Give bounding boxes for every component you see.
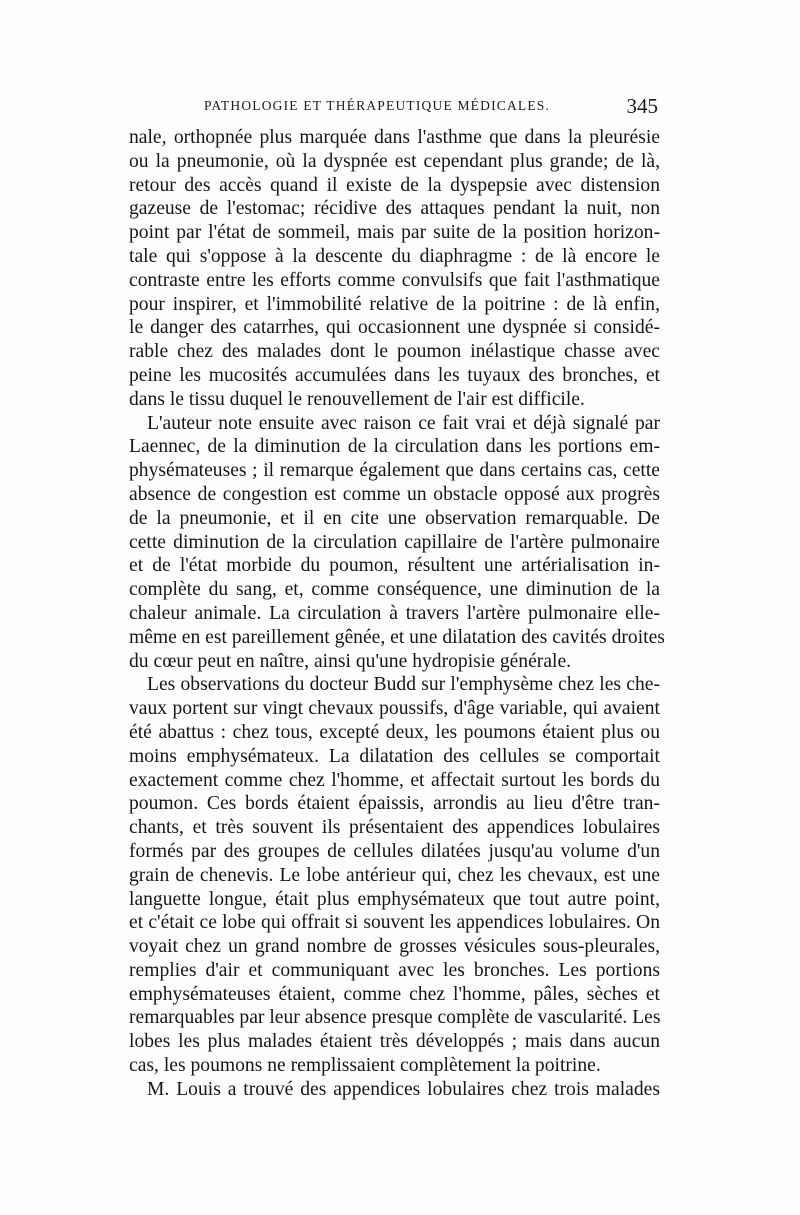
text-line: chaleur animale. La circulation à travers l'artère pulmonaire elle- xyxy=(129,602,660,624)
text-line: lobes les plus malades étaient très développés ; mais dans aucun xyxy=(129,1031,660,1053)
text-line: poumon. Ces bords étaient épaissis, arrondis au lieu d'être tran- xyxy=(129,793,660,815)
text-line: Les observations du docteur Budd sur l'emphysème chez les che- xyxy=(147,674,660,696)
text-line: tale qui s'oppose à la descente du diaphragme : de là encore le xyxy=(129,245,660,267)
text-line: ou la pneumonie, où la dyspnée est cependant plus grande; de là, xyxy=(129,150,660,172)
text-line: remarquables par leur absence presque complète de vascularité. Les xyxy=(129,1007,661,1029)
text-line: gazeuse de l'estomac; récidive des attaques pendant la nuit, non xyxy=(129,198,660,220)
running-head xyxy=(128,94,658,120)
text-line: le danger des catarrhes, qui occasionnent une dyspnée si considé- xyxy=(129,317,660,339)
text-line: formés par des groupes de cellules dilatées jusqu'au volume d'un xyxy=(129,840,660,862)
text-line: Laennec, de la diminution de la circulation dans les portions em- xyxy=(129,436,660,458)
body-text xyxy=(129,126,665,1102)
text-line: vaux portent sur vingt chevaux poussifs, d'âge variable, qui avaient xyxy=(129,698,660,720)
text-line: emphysémateuses étaient, comme chez l'homme, pâles, sèches et xyxy=(129,983,660,1005)
text-line: retour des accès quand il existe de la dyspepsie avec distension xyxy=(129,174,660,196)
text-line: cette diminution de la circulation capillaire de l'artère pulmonaire xyxy=(129,531,660,553)
text-line: M. Louis a trouvé des appendices lobulaires chez trois malades xyxy=(147,1078,660,1100)
text-line: été abattus : chez tous, excepté deux, les poumons étaient plus ou xyxy=(129,721,660,743)
text-line: rable chez des malades dont le poumon inélastique chasse avec xyxy=(129,341,660,363)
text-line: dans le tissu duquel le renouvellement de l'air est difficile. xyxy=(129,388,585,410)
text-line: du cœur peut en naître, ainsi qu'une hydropisie générale. xyxy=(129,650,572,672)
text-line: nale, orthopnée plus marquée dans l'asthme que dans la pleurésie xyxy=(129,127,660,148)
text-line: point par l'état de sommeil, mais par suite de la position horizon- xyxy=(129,222,660,244)
text-line: cas, les poumons ne remplissaient complètement la poitrine. xyxy=(129,1055,601,1077)
text-line: contraste entre les efforts comme convulsifs que fait l'asthmatique xyxy=(129,269,660,291)
page-number: 345 xyxy=(626,94,658,118)
text-line: de la pneumonie, et il en cite une observation remarquable. De xyxy=(129,507,660,529)
text-line: grain de chenevis. Le lobe antérieur qui, chez les chevaux, est une xyxy=(129,864,660,886)
text-line: chants, et très souvent ils présentaient des appendices lobulaires xyxy=(129,817,660,839)
text-line: et c'était ce lobe qui offrait si souvent les appendices lobulaires. On xyxy=(129,912,660,934)
text-line: complète du sang, et, comme conséquence, une diminution de la xyxy=(129,579,660,601)
text-line: moins emphysémateux. La dilatation des cellules se comportait xyxy=(129,745,660,767)
text-line: languette longue, était plus emphysémateux que tout autre point, xyxy=(129,888,660,910)
text-line: absence de congestion est comme un obstacle opposé aux progrès xyxy=(129,483,660,505)
text-line: L'auteur note ensuite avec raison ce fait vrai et déjà signalé par xyxy=(147,412,660,434)
text-line: voyait chez un grand nombre de grosses vésicules sous-pleurales, xyxy=(129,936,660,958)
text-line: remplies d'air et communiquant avec les bronches. Les portions xyxy=(129,959,660,981)
text-line: pour inspirer, et l'immobilité relative de la poitrine : de là enfin, xyxy=(129,293,660,315)
text-line: même en est pareillement gênée, et une dilatation des cavités droites xyxy=(129,626,665,648)
text-line: exactement comme chez l'homme, et affectait surtout les bords du xyxy=(129,769,660,791)
running-title: PATHOLOGIE ET THÉRAPEUTIQUE MÉDICALES. xyxy=(204,98,551,113)
text-line: physémateuses ; il remarque également que dans certains cas, cette xyxy=(129,460,660,482)
text-line: peine les mucosités accumulées dans les tuyaux des bronches, et xyxy=(129,364,660,386)
text-line: et de l'état morbide du poumon, résultent une artérialisation in- xyxy=(129,555,660,577)
